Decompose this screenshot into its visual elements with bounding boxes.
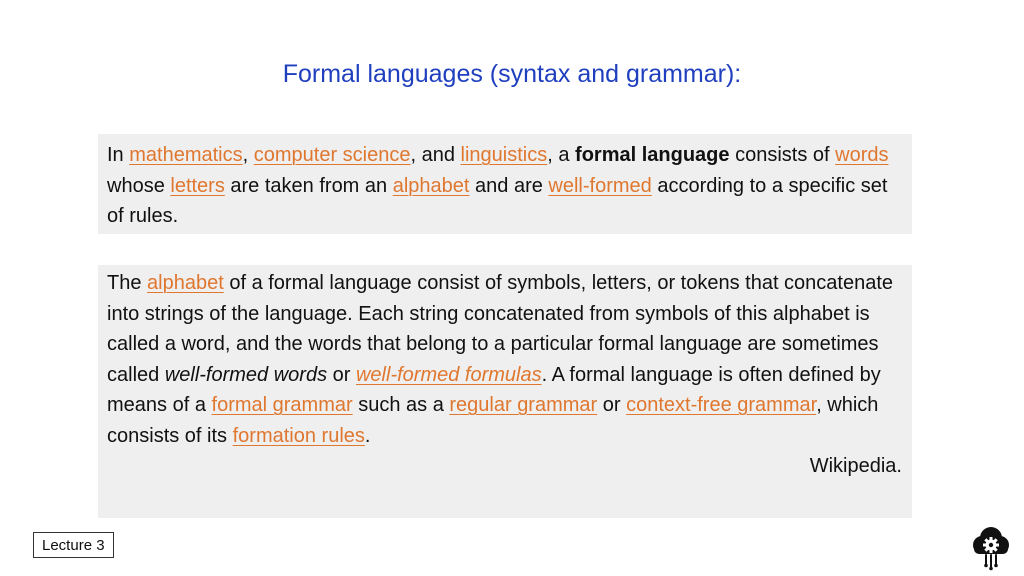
term-well-formed-words: well-formed words xyxy=(164,363,328,386)
link-well-formed-formulas[interactable]: well-formed formulas xyxy=(355,363,542,386)
link-context-free-grammar[interactable]: context-free grammar xyxy=(626,394,817,416)
cloud-gear-logo-icon xyxy=(968,525,1014,571)
lecture-label: Lecture 3 xyxy=(33,532,114,558)
text: . A formal language is often defined by means of a xyxy=(107,363,881,416)
link-linguistics[interactable]: linguistics xyxy=(460,144,548,166)
link-mathematics[interactable]: mathematics xyxy=(129,144,243,166)
slide-title: Formal languages (syntax and grammar): xyxy=(282,60,742,88)
link-alphabet[interactable]: alphabet xyxy=(392,174,470,197)
link-formation-rules[interactable]: formation rules xyxy=(232,424,365,447)
link-alphabet[interactable]: alphabet xyxy=(147,272,224,294)
text: or xyxy=(327,363,356,386)
term-formal-language: formal language xyxy=(575,144,730,166)
text: or xyxy=(597,394,627,416)
text: . xyxy=(364,424,371,447)
text: according to a specific set of rules. xyxy=(107,174,888,227)
text: such as a xyxy=(352,394,450,416)
text: In xyxy=(107,144,130,166)
link-letters[interactable]: letters xyxy=(170,174,225,197)
link-regular-grammar[interactable]: regular grammar xyxy=(449,394,598,416)
link-words[interactable]: words xyxy=(835,144,889,166)
definition-box xyxy=(98,134,912,234)
link-computer-science[interactable]: computer science xyxy=(253,144,411,166)
text: , which consists of its xyxy=(107,394,879,447)
text: are taken from an xyxy=(224,174,393,197)
source-attribution: Wikipedia. xyxy=(809,455,902,477)
text: consists of xyxy=(729,144,836,166)
link-formal-grammar[interactable]: formal grammar xyxy=(211,394,353,416)
text: The xyxy=(107,272,148,294)
text: and are xyxy=(469,174,549,197)
text: , a xyxy=(547,144,576,166)
link-well-formed[interactable]: well-formed xyxy=(548,174,652,197)
text: , xyxy=(242,144,254,166)
quote-box xyxy=(98,265,912,518)
text: whose xyxy=(107,174,171,197)
text: , and xyxy=(410,144,461,166)
text: of a formal language consist of symbols, letters, or tokens that concatenate into strings of the language. Each string concatenated from symbols of this alphabet is called a word, and the words that belong to a particular formal language are sometimes called xyxy=(107,272,894,386)
